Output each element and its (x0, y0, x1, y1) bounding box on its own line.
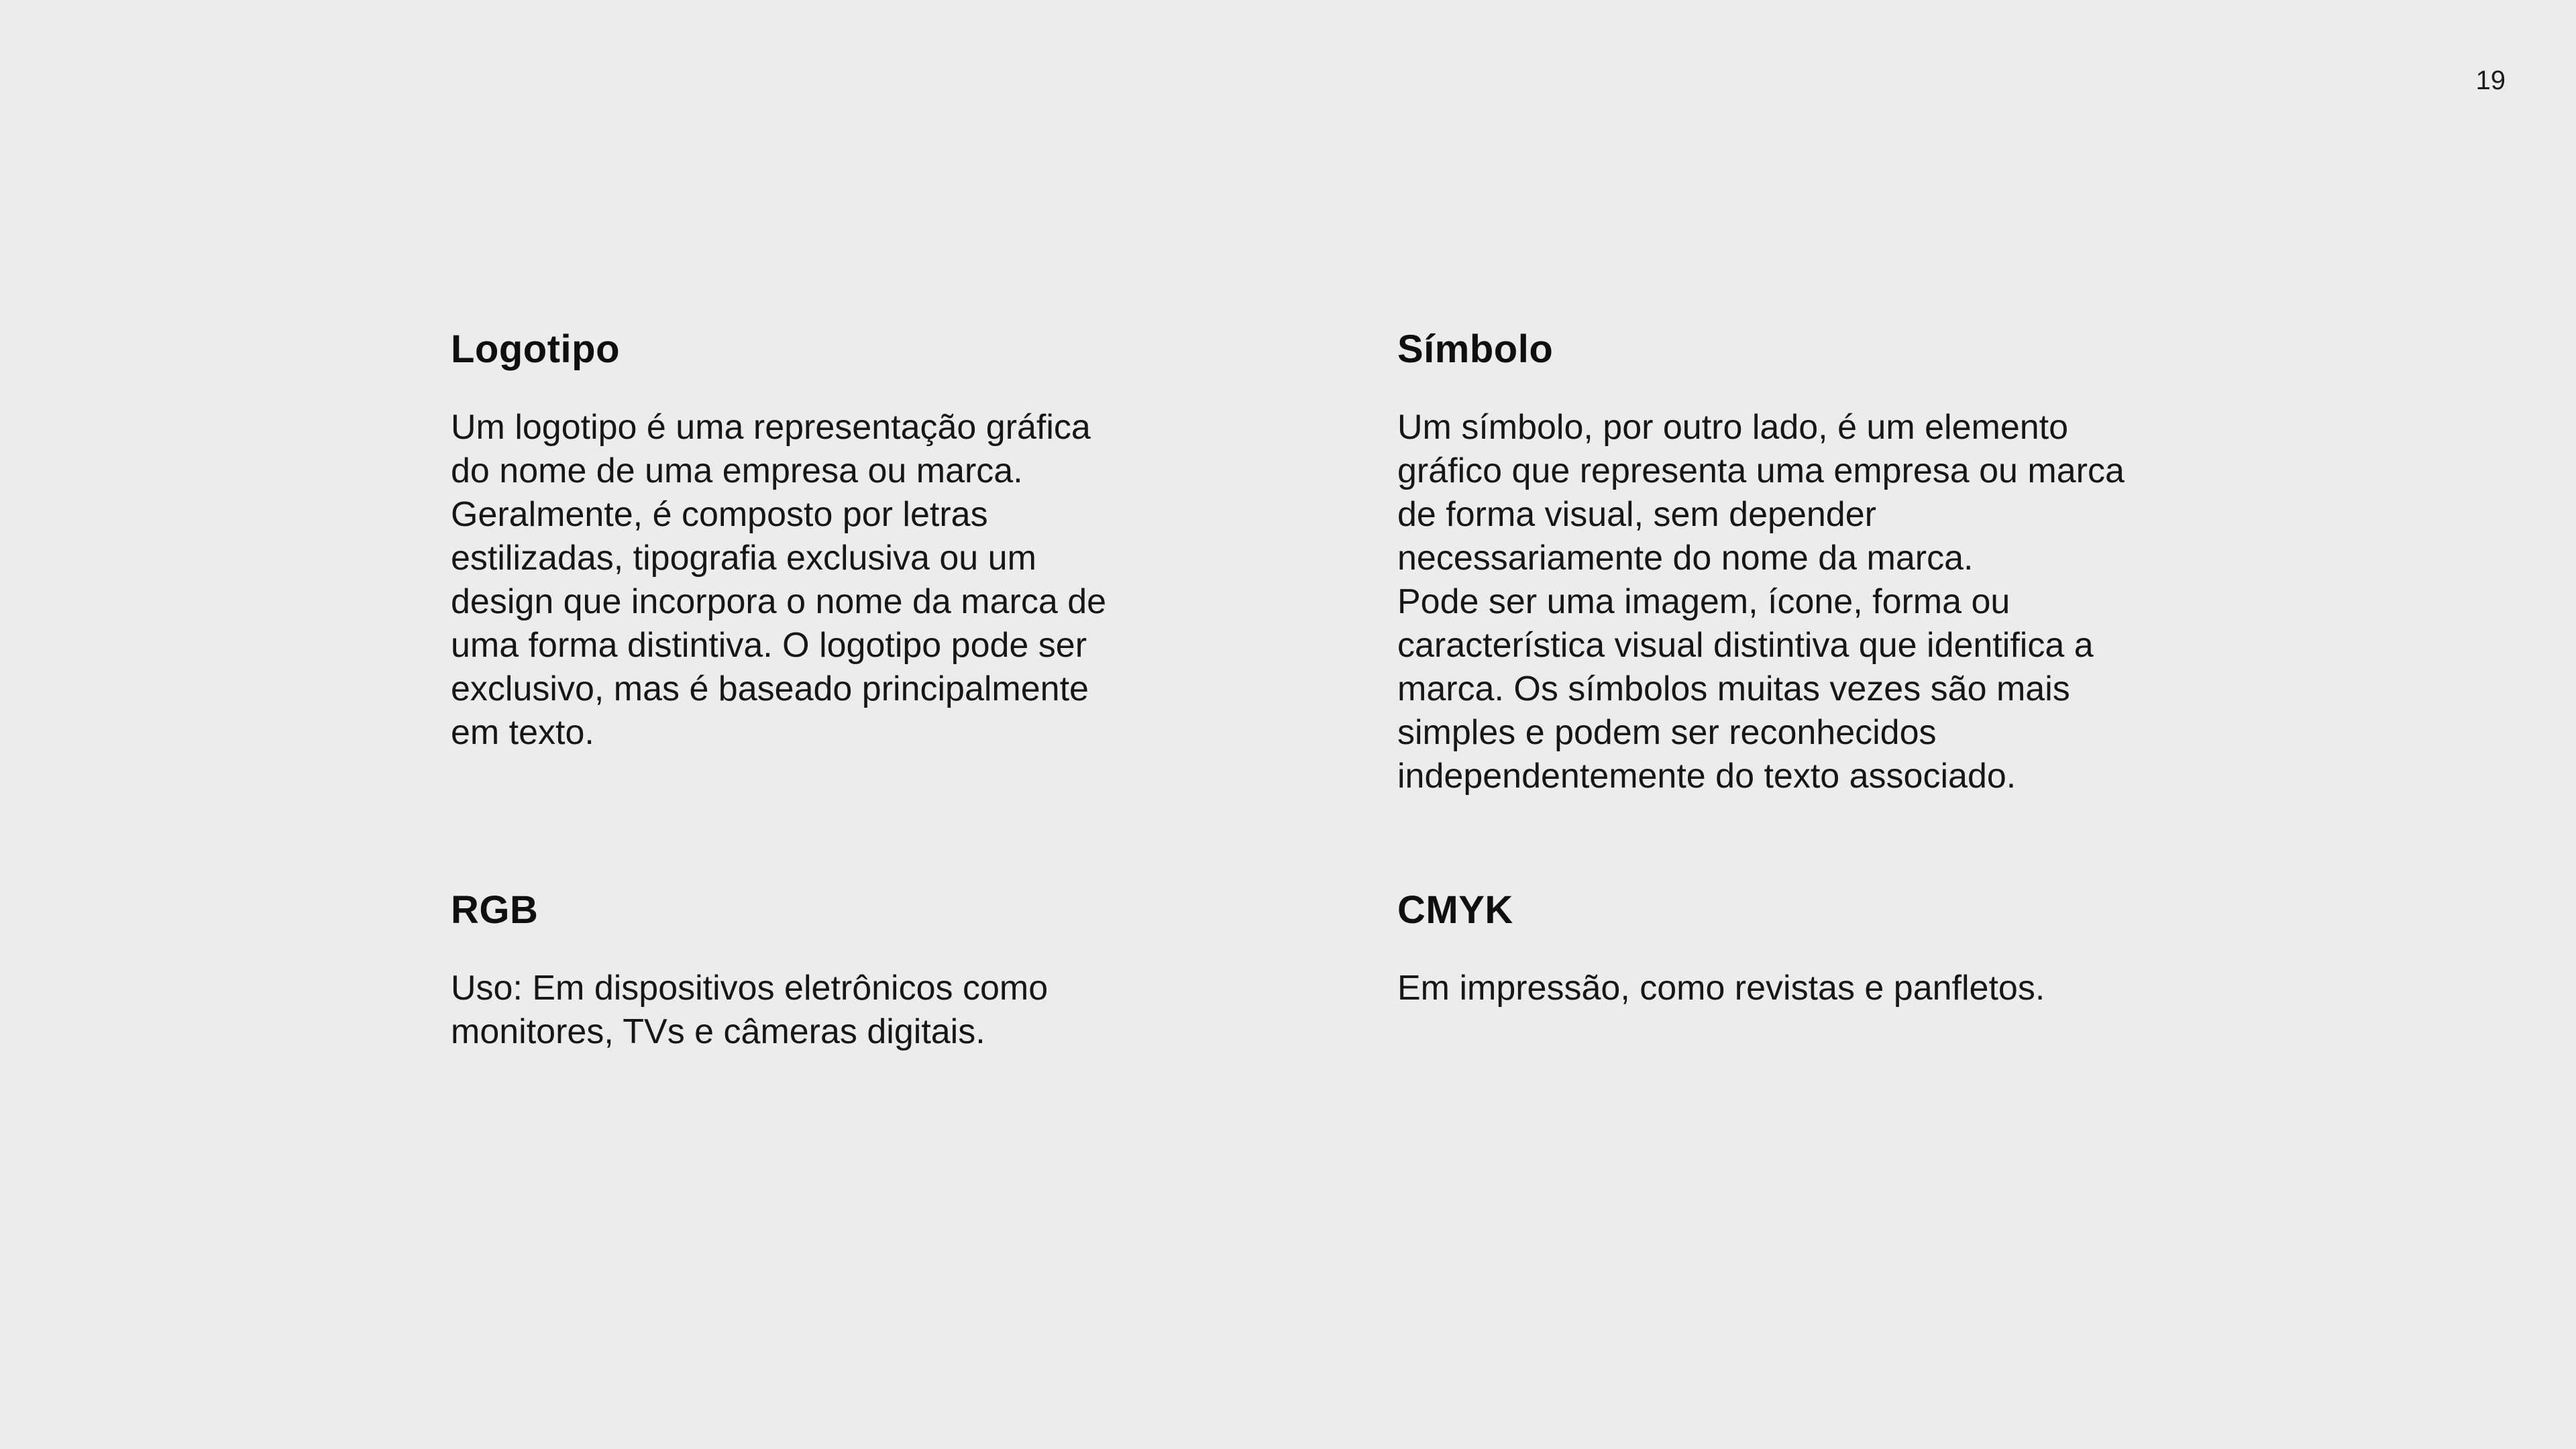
rgb-heading: RGB (451, 888, 539, 932)
rgb-description: Uso: Em dispositivos eletrônicos como monitores, TVs e câmeras digitais. (451, 969, 1049, 1051)
simbolo-description: Um símbolo, por outro lado, é um elemento gráfico que representa uma empresa ou marca de forma visual, sem depender necessariamente do nome da marca. Pode ser uma imagem, ícone, forma ou característica visual distintiva que identifica a marca. Os símbolos muitas vezes são mais simples e podem ser reconhecidos independentemente do texto associado. (1397, 408, 2125, 796)
page-number: 19 (2475, 66, 2506, 95)
cmyk-description: Em impressão, como revistas e panfletos. (1397, 969, 2045, 1008)
logotipo-description: Um logotipo é uma representação gráfica do nome de uma empresa ou marca. Geralmente, é composto por letras estilizadas, tipografia exclusiva ou um design que incorpora o nome da marca de uma forma distintiva. O logotipo pode ser exclusivo, mas é baseado principalmente em texto. (451, 408, 1107, 752)
cmyk-section (1397, 888, 2269, 1010)
logotipo-heading: Logotipo (451, 327, 621, 371)
simbolo-heading: Símbolo (1397, 327, 1554, 371)
cmyk-heading: CMYK (1397, 888, 1513, 932)
simbolo-section (1397, 327, 2269, 798)
rgb-section (451, 888, 1222, 1054)
logotipo-section (451, 327, 1222, 755)
